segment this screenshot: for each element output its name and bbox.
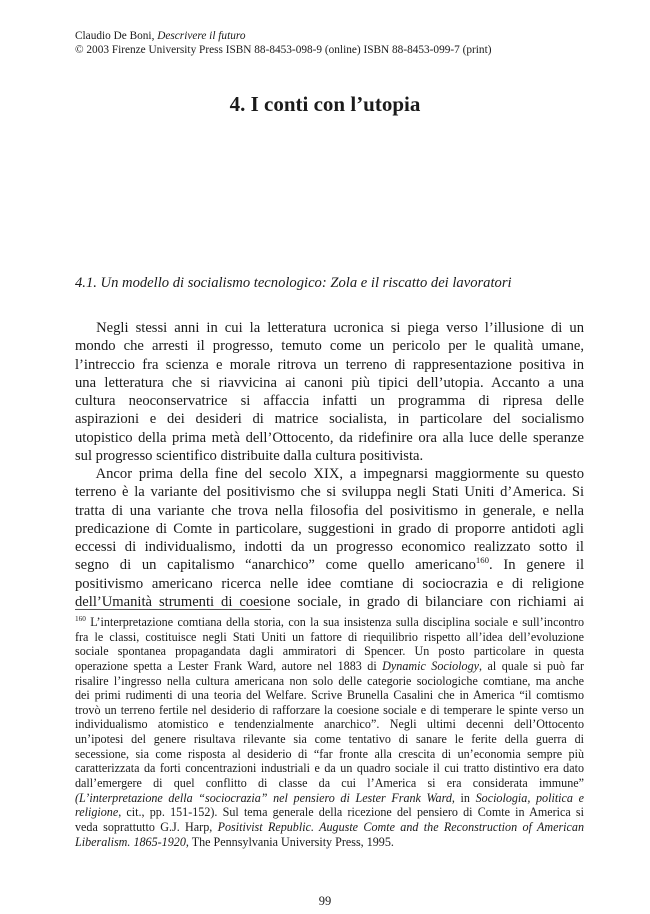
text-segment: , in (451, 790, 476, 805)
citation-line (75, 29, 491, 43)
footnote-marker: 160 (475, 555, 490, 566)
footnote-divider (75, 609, 271, 610)
section-title: 4.1. Un modello di socialismo tecnologico: Zola e il riscatto dei lavoratori (75, 275, 512, 291)
text-line (75, 805, 584, 820)
text-segment: l’intreccio fra scienza e morale ritrova un terreno di rappresentazione positiva in (75, 356, 584, 373)
italic-text: Liberalism. 1865-1920 (75, 834, 186, 849)
copyright-line: © 2003 Firenze University Press ISBN 88-8453-098-9 (online) ISBN 88-8453-099-7 (print) (75, 44, 492, 56)
text-line (75, 820, 584, 835)
text-line (75, 429, 584, 447)
text-segment: . In genere il (489, 557, 585, 574)
text-segment: caratterizzata da forti concentrazioni industriali e da un quadro sociale il cui tratto distintivo era dato (75, 761, 584, 776)
text-line (75, 410, 584, 428)
text-line (75, 644, 584, 659)
text-segment: sul progresso scientifico distribuite dalla cultura positivista. (75, 447, 424, 464)
text-segment: tratta di una variante che trova nella filosofia del posivitismo in generale, e nella (75, 502, 584, 519)
text-segment: positivismo americano ricerca nelle idee comtiane di sociocrazia e di religione (75, 575, 584, 592)
text-line (75, 538, 584, 556)
footnote (75, 615, 584, 849)
text-segment: eccessi di individualismo, indotti da un progresso economico realizzato sotto il (75, 539, 584, 555)
text-segment: dell’Umanità strumenti di coesione sociale, in grado di bilanciare con richiami ai (75, 593, 584, 610)
running-header (75, 29, 491, 57)
text-line (75, 688, 584, 703)
text-line (75, 392, 584, 410)
text-line (75, 483, 584, 501)
italic-text: (L’interpretazione della “sociocrazia” nel pensiero di Lester Frank Ward (75, 790, 452, 805)
text-line (75, 791, 584, 806)
book-title: Descrivere il futuro (157, 30, 246, 42)
text-segment: terreno è la variante del positivismo che si sviluppa negli Stati Uniti d’America. Si (75, 484, 584, 501)
italic-text: Dynamic Sociology (382, 658, 480, 673)
text-segment: trovò un terreno fertile nel desiderio di rafforzare la coesione sociale e di temperare le spinte verso un (75, 702, 584, 717)
text-line (75, 337, 584, 355)
text-segment: cultura neoconservatrice si affaccia infatti un programma di ripresa delle (75, 393, 584, 409)
text-line (75, 835, 584, 850)
text-segment: predicazione di Comte in particolare, suggestioni in grado di proporre antidoti agli (75, 520, 584, 537)
text-line (75, 703, 584, 718)
chapter-title: 4. I conti con l’utopia (229, 92, 421, 116)
text-segment: fra le classi, costituisce negli Stati Uniti un fattore di riequilibrio rispetto all’idea dell’evoluzione (75, 629, 584, 644)
text-segment: risalire l’ingresso nella cultura americana non solo delle categorie sociologiche comtiane, ma anche (75, 673, 584, 688)
text-segment: mondo che arresti il progresso, temuto come un pericolo per le qualità umane, (75, 338, 584, 355)
text-segment: Negli stessi anni in cui la letteratura ucronica si piega verso l’illusione di un (75, 320, 584, 336)
text-segment: secessione, sia come risposta al desiderio di “far fronte alla crescita di un’economia sempre più (75, 746, 584, 761)
author: Claudio De Boni, (75, 30, 158, 42)
footnote-marker: 160 (75, 614, 86, 623)
text-segment: dall’emergere di quel conflitto di classe da cui l’America si era considerata immune” (75, 776, 584, 791)
text-line (75, 556, 584, 574)
text-line (75, 319, 584, 337)
text-line (75, 674, 584, 689)
text-line (75, 374, 584, 392)
italic-text: Positivist Republic. Auguste Comte and the Reconstruction of American (217, 819, 584, 834)
text-segment: L’interpretazione comtiana della storia, con la sua insistenza sulla disciplina sociale e sull’incontro (85, 615, 584, 629)
text-segment: una letteratura che si riavvicina ai canoni più tipici dell’utopia. Accanto a una (75, 374, 584, 391)
text-line (75, 465, 584, 483)
text-line (75, 615, 584, 630)
text-segment: , The Pennsylvania University Press, 1995. (185, 834, 394, 849)
page-number: 99 (318, 894, 332, 908)
text-line (75, 630, 584, 645)
text-line (75, 659, 584, 674)
text-line (75, 356, 584, 374)
text-line (75, 447, 584, 465)
text-segment: Ancor prima della fine del secolo XIX, a impegnarsi maggiormente su questo (75, 466, 584, 482)
italic-text: Sociologia, politica e (475, 790, 584, 805)
text-segment: sociale spontanea propagandata dagli ammiratori di Spencer. Un posto particolare in questa (75, 644, 584, 659)
text-line (75, 747, 584, 762)
text-segment: veda soprattutto G.J. Harp, (75, 819, 218, 834)
text-segment: , al quale si può far (479, 658, 585, 673)
text-line (75, 717, 584, 732)
text-segment: operazione spetta a Lester Frank Ward, autore nel 1883 di (75, 658, 383, 673)
text-segment: segno di un capitalismo “anarchico” come quello americano (75, 557, 476, 574)
text-segment: un’ipotesi del genere risultava rilevante sia come tentativo di sanare le ferite della guerra di (75, 732, 584, 747)
italic-text: religione (75, 805, 119, 820)
text-line (75, 575, 584, 593)
text-segment: , cit., pp. 151-152). Sul tema generale della ricezione del pensiero di Comte in America si (118, 805, 584, 820)
text-line (75, 502, 584, 520)
text-segment: individualismo atomistico e tendenzialmente anarchico”. Negli ultimi decenni dell’Ottocento (75, 717, 584, 732)
text-line (75, 520, 584, 538)
text-line (75, 732, 584, 747)
text-line (75, 761, 584, 776)
body-text (75, 319, 584, 611)
text-segment: aspirazioni e dei desideri di matrice socialista, in particolare del socialismo (75, 411, 584, 428)
text-segment: dei primi rudimenti di una teoria del Welfare. Scrive Brunella Casalini che in America “il comtismo (75, 688, 584, 703)
text-segment: utopistico della prima metà dell’Ottocento, da ridefinire ora alla luce delle speranze (75, 429, 584, 446)
text-line (75, 776, 584, 791)
